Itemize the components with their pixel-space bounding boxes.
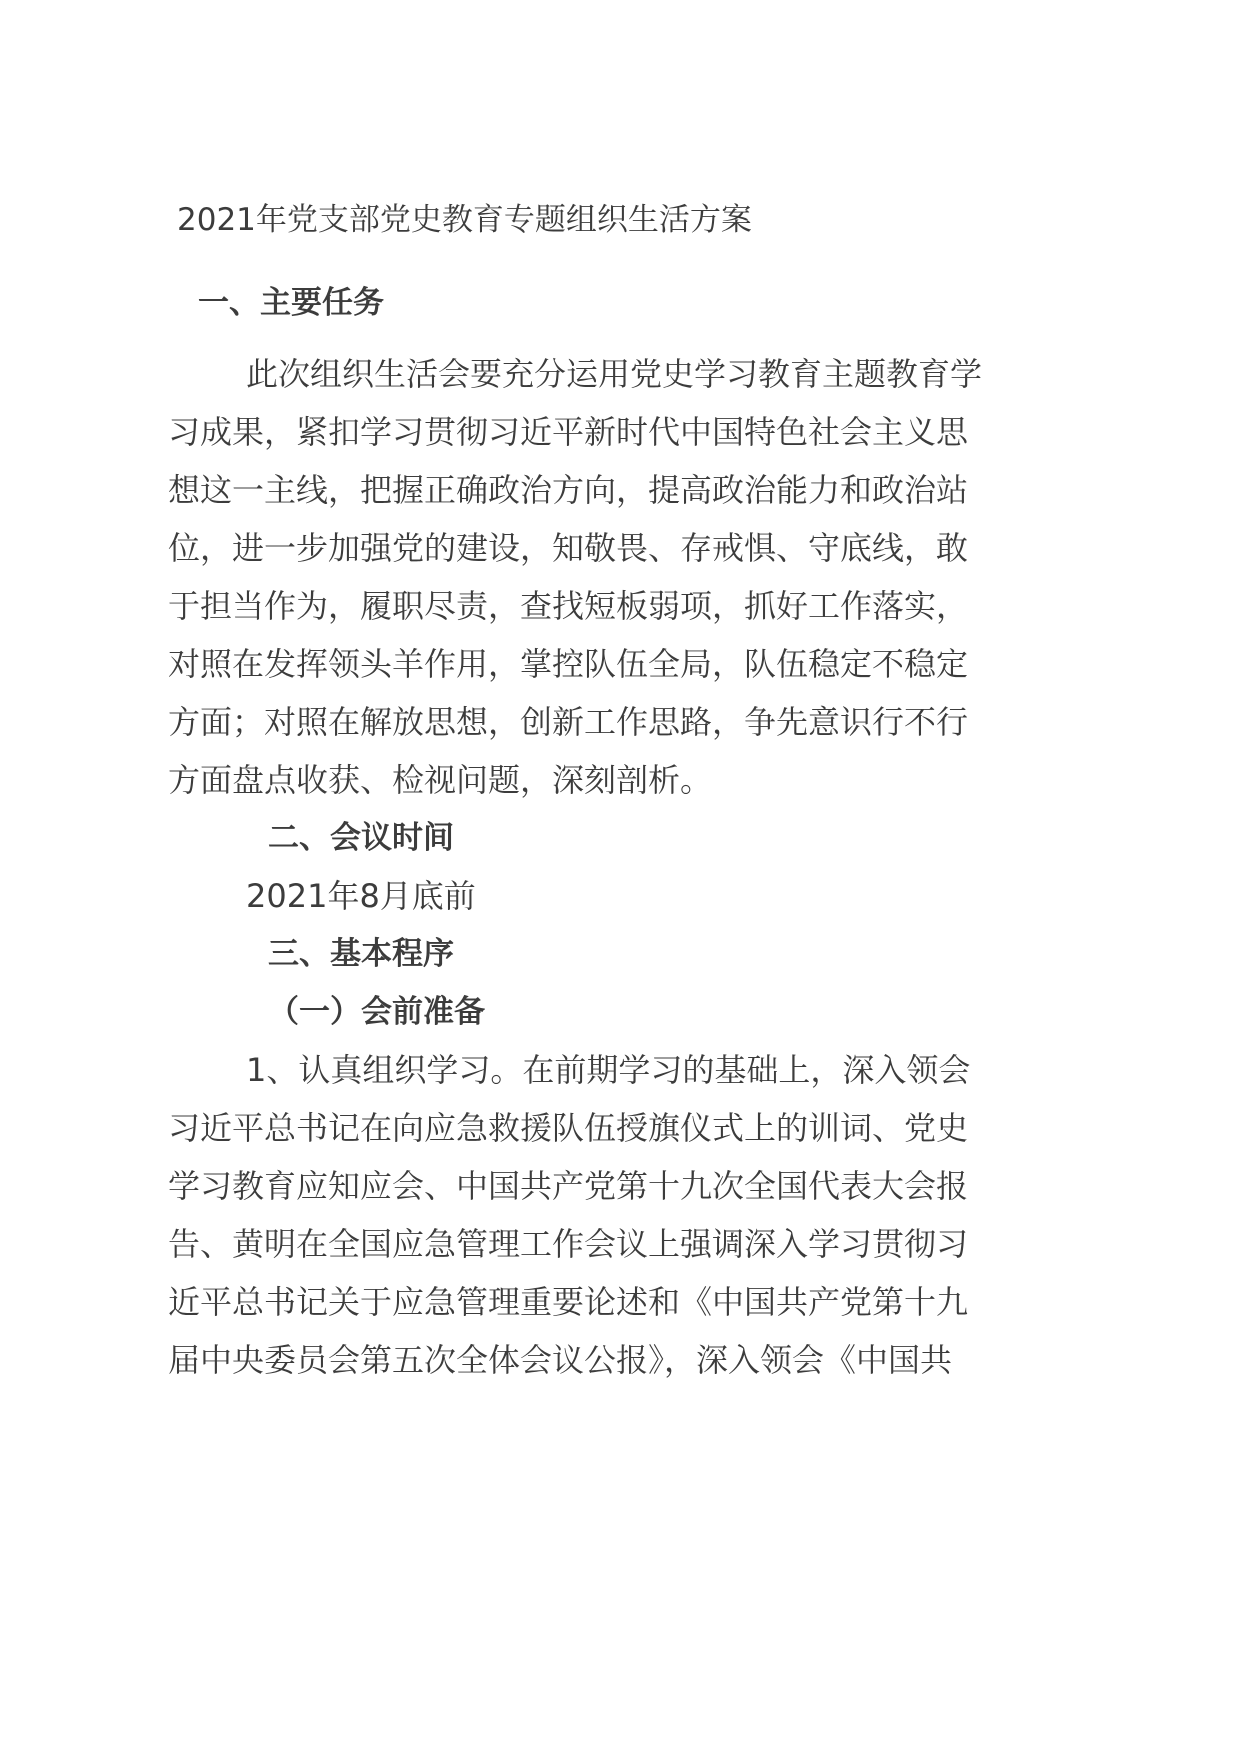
- paragraph-line: 习成果，紧扣学习贯彻习近平新时代中国特色社会主义思: [168, 413, 969, 451]
- document-title: 2021年党支部党史教育专题组织生活方案: [177, 202, 752, 238]
- section-heading-main-tasks: 一、主要任务: [198, 285, 384, 321]
- section-heading-meeting-time: 二、会议时间: [268, 820, 454, 856]
- paragraph-line: 方面；对照在解放思想，创新工作思路，争先意识行不行: [168, 703, 969, 741]
- paragraph-line: 想这一主线，把握正确政治方向，提高政治能力和政治站: [168, 471, 969, 509]
- meeting-time-text: 2021年8月底前: [246, 877, 476, 915]
- sub-heading-preparation: （一）会前准备: [268, 994, 485, 1030]
- paragraph-line: 近平总书记关于应急管理重要论述和《中国共产党第十九: [168, 1283, 969, 1321]
- paragraph-line: 对照在发挥领头羊作用，掌控队伍全局，队伍稳定不稳定: [168, 645, 969, 683]
- paragraph-line: 习近平总书记在向应急救援队伍授旗仪式上的训词、党史: [168, 1109, 969, 1147]
- paragraph-line: 届中央委员会第五次全体会议公报》，深入领会《中国共: [168, 1341, 953, 1379]
- paragraph-line: 位，进一步加强党的建设，知敬畏、存戒惧、守底线，敢: [168, 529, 969, 567]
- paragraph-line: 告、黄明在全国应急管理工作会议上强调深入学习贯彻习: [168, 1225, 969, 1263]
- section-heading-basic-procedure: 三、基本程序: [268, 936, 454, 972]
- paragraph-line: 1、认真组织学习。在前期学习的基础上，深入领会: [246, 1051, 971, 1089]
- paragraph-line: 此次组织生活会要充分运用党史学习教育主题教育学: [246, 355, 983, 393]
- paragraph-line: 方面盘点收获、检视问题，深刻剖析。: [168, 761, 713, 799]
- paragraph-line: 于担当作为，履职尽责，查找短板弱项，抓好工作落实，: [168, 587, 969, 625]
- paragraph-line: 学习教育应知应会、中国共产党第十九次全国代表大会报: [168, 1167, 969, 1205]
